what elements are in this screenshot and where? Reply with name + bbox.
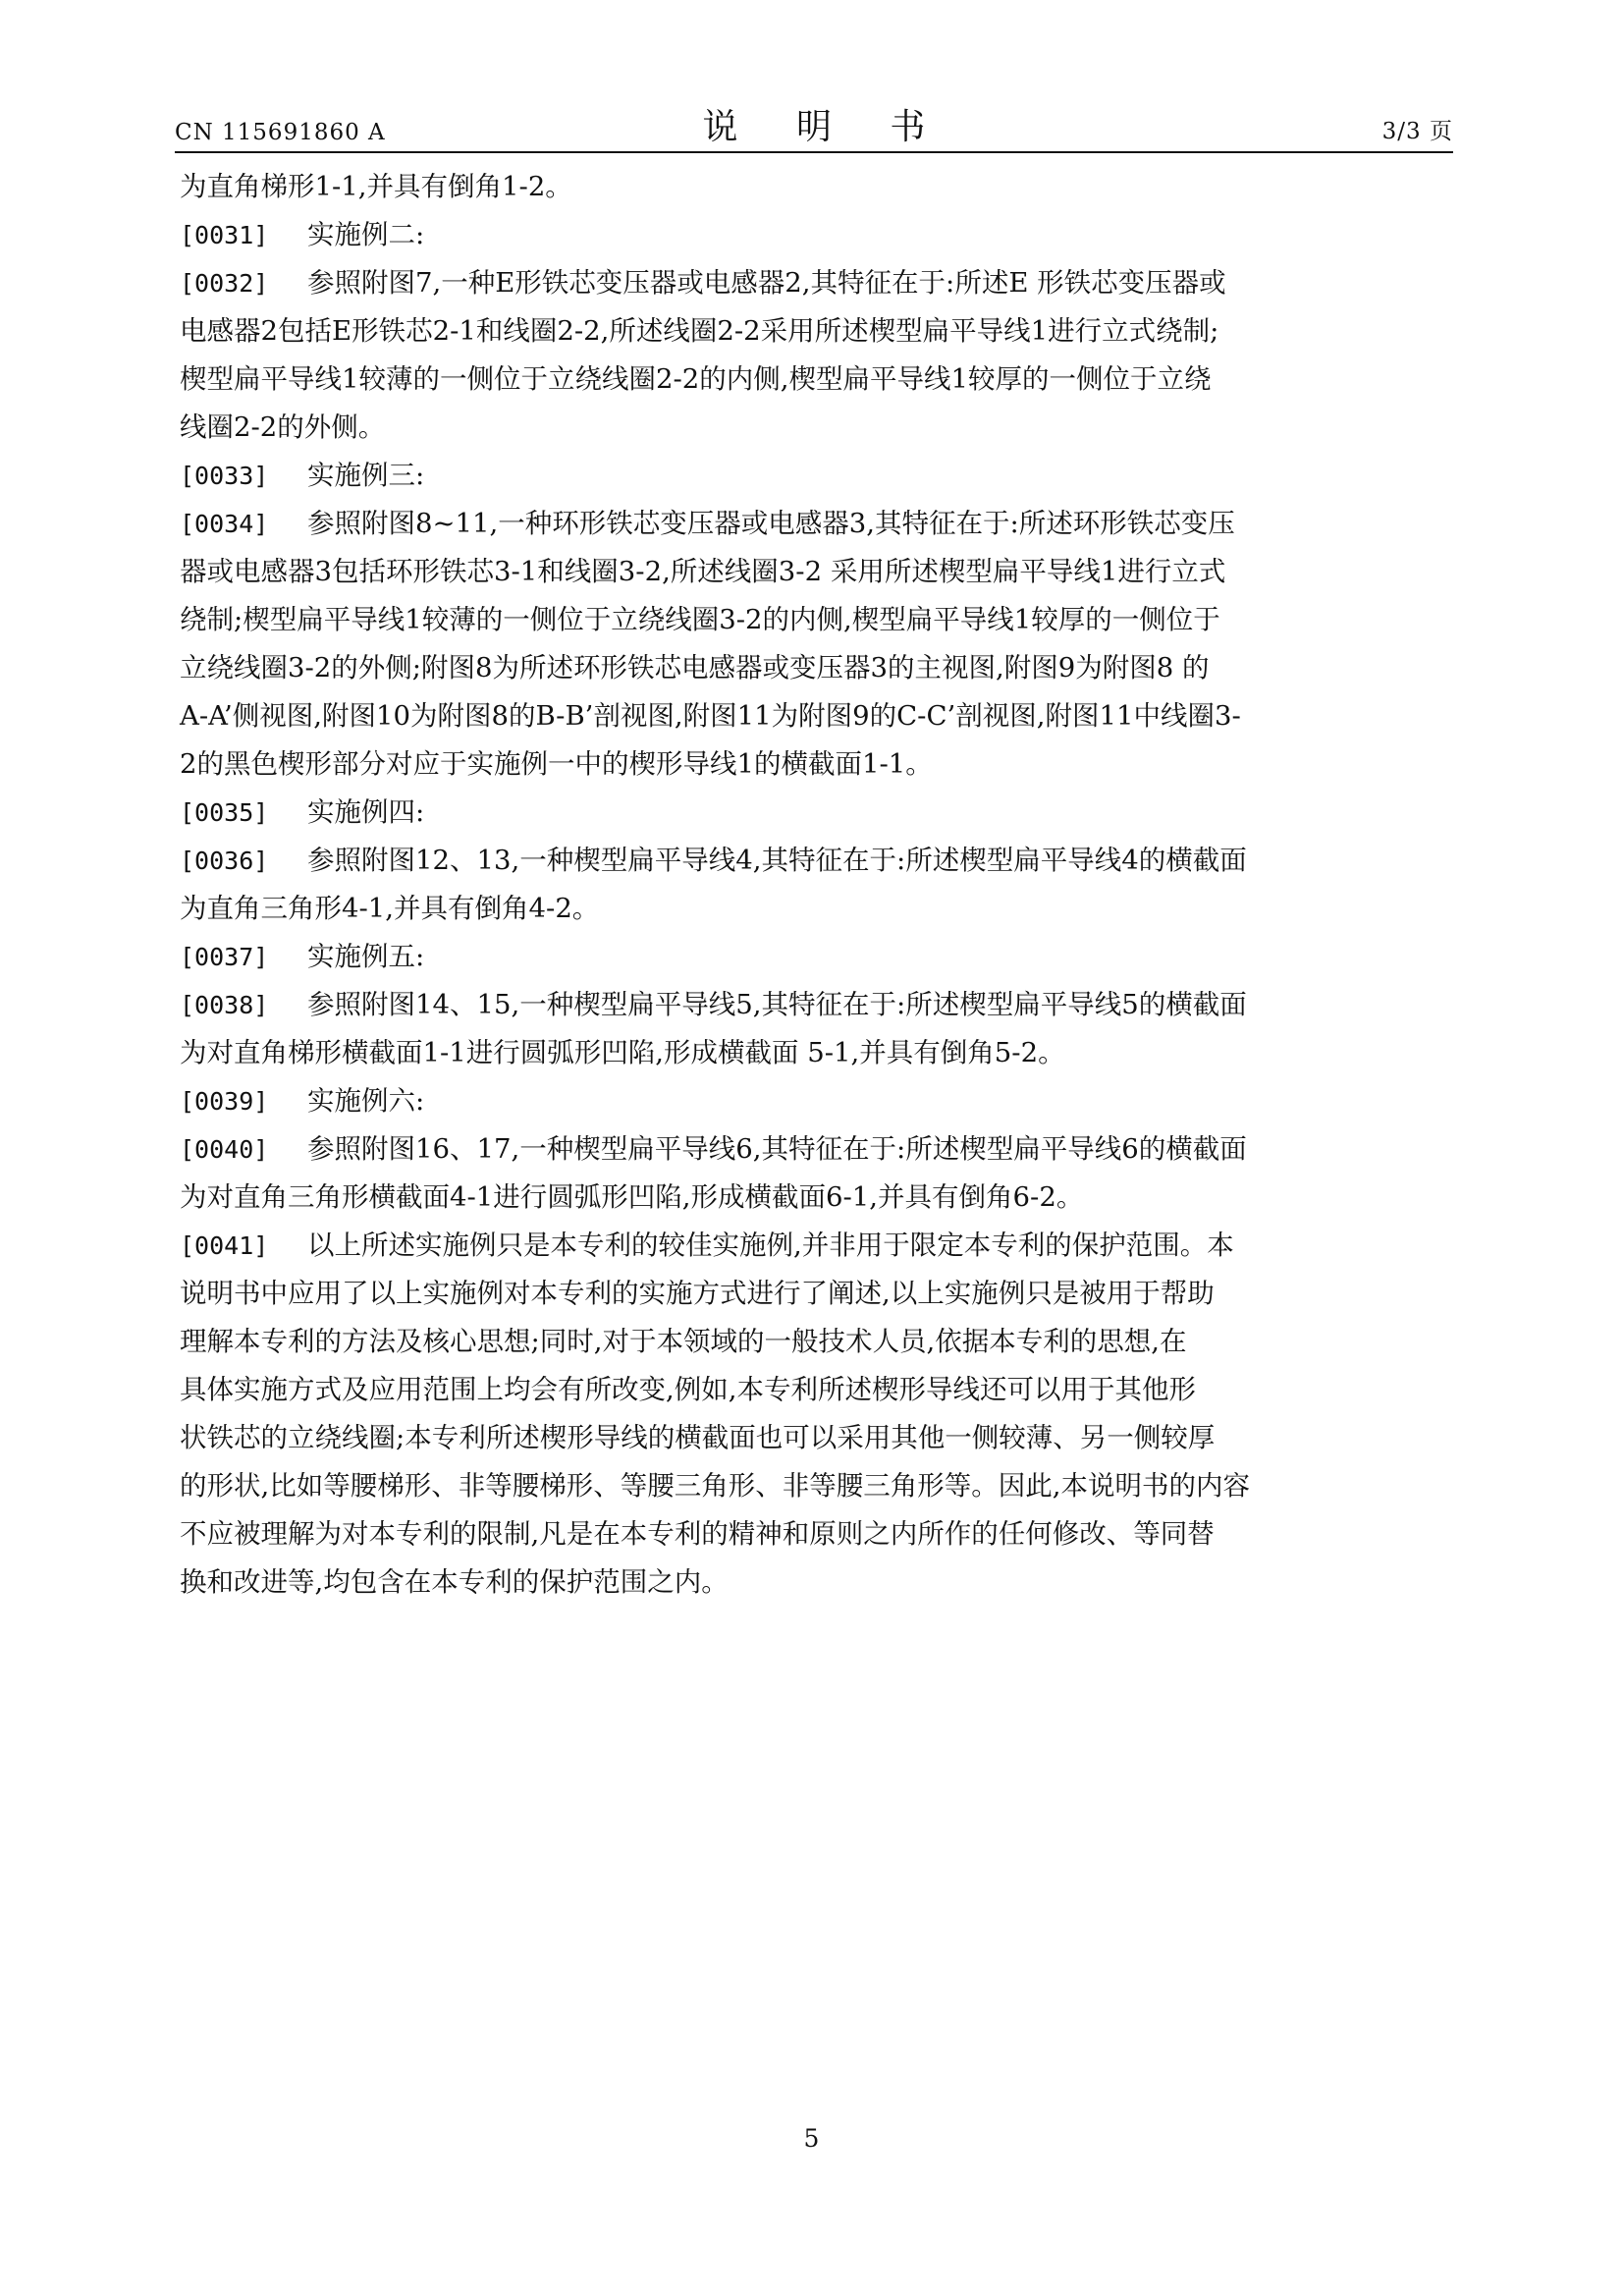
paragraph-text: 参照附图12、13,一种楔型扁平导线4,其特征在于:所述楔型扁平导线4的横截面 — [307, 845, 1247, 876]
paragraph-line — [180, 1414, 1456, 1462]
paragraph-text: 为直角梯形1-1,并具有倒角1-2。 — [180, 171, 572, 202]
paragraph-text: 实施例六: — [307, 1085, 425, 1117]
paragraph-line — [180, 789, 1456, 837]
paragraph-line — [180, 163, 1456, 211]
paragraph-text: 实施例四: — [307, 796, 425, 828]
paragraph-text: 以上所述实施例只是本专利的较佳实施例,并非用于限定本专利的保护范围。本 — [307, 1230, 1234, 1261]
page-number: 5 — [803, 2124, 820, 2153]
paragraph-line — [180, 981, 1456, 1029]
paragraph-text: 的形状,比如等腰梯形、非等腰梯形、等腰三角形、非等腰三角形等。因此,本说明书的内容 — [180, 1470, 1250, 1502]
document-body — [180, 163, 1456, 1607]
paragraph-text: 为直角三角形4-1,并具有倒角4-2。 — [180, 893, 600, 924]
paragraph-line — [180, 1462, 1456, 1510]
paragraph-text: 为对直角梯形横截面1-1进行圆弧形凹陷,形成横截面 5-1,并具有倒角5-2。 — [180, 1037, 1065, 1068]
paragraph-text: 状铁芯的立绕线圈;本专利所述楔形导线的横截面也可以采用其他一侧较薄、另一侧较厚 — [180, 1422, 1216, 1453]
paragraph-line — [180, 548, 1456, 596]
paragraph-line — [180, 452, 1456, 500]
paragraph-text: A-A’侧视图,附图10为附图8的B-B’剖视图,附图11为附图9的C-C’剖视图,附图11中线圈3- — [180, 700, 1241, 732]
paragraph-number: [0038] — [180, 991, 269, 1019]
paragraph-text: 实施例三: — [307, 460, 425, 491]
document-title: 说 明 书 — [702, 107, 949, 147]
paragraph-text: 楔型扁平导线1较薄的一侧位于立绕线圈2-2的内侧,楔型扁平导线1较厚的一侧位于立绕 — [180, 363, 1212, 395]
paragraph-line — [180, 500, 1456, 548]
paragraph-line — [180, 933, 1456, 981]
document-number: CN 115691860 A — [175, 120, 386, 145]
paragraph-number: [0034] — [180, 510, 269, 538]
paragraph-text: 立绕线圈3-2的外侧;附图8为所述环形铁芯电感器或变压器3的主视图,附图9为附图8 的 — [180, 652, 1210, 683]
paragraph-text: 参照附图7,一种E形铁芯变压器或电感器2,其特征在于:所述E 形铁芯变压器或 — [307, 267, 1226, 299]
paragraph-line — [180, 596, 1456, 644]
paragraph-line — [180, 307, 1456, 355]
paragraph-line — [180, 740, 1456, 789]
paragraph-line — [180, 1558, 1456, 1607]
paragraph-line — [180, 404, 1456, 452]
paragraph-text: 器或电感器3包括环形铁芯3-1和线圈3-2,所述线圈3-2 采用所述楔型扁平导线1进行立式 — [180, 556, 1226, 587]
paragraph-number: [0033] — [180, 462, 269, 490]
paragraph-number: [0031] — [180, 221, 269, 249]
paragraph-number: [0039] — [180, 1087, 269, 1116]
paragraph-line — [180, 885, 1456, 933]
paragraph-text: 参照附图8~11,一种环形铁芯变压器或电感器3,其特征在于:所述环形铁芯变压 — [307, 508, 1235, 539]
paragraph-line — [180, 1366, 1456, 1414]
paragraph-line — [180, 259, 1456, 307]
paragraph-text: 2的黑色楔形部分对应于实施例一中的楔形导线1的横截面1-1。 — [180, 748, 933, 780]
paragraph-number: [0040] — [180, 1135, 269, 1164]
paragraph-text: 为对直角三角形横截面4-1进行圆弧形凹陷,形成横截面6-1,并具有倒角6-2。 — [180, 1181, 1084, 1213]
paragraph-text: 参照附图16、17,一种楔型扁平导线6,其特征在于:所述楔型扁平导线6的横截面 — [307, 1133, 1247, 1165]
paragraph-number: [0037] — [180, 943, 269, 971]
paragraph-line — [180, 1222, 1456, 1270]
paragraph-line — [180, 644, 1456, 692]
paragraph-text: 绕制;楔型扁平导线1较薄的一侧位于立绕线圈3-2的内侧,楔型扁平导线1较厚的一侧位于 — [180, 604, 1220, 635]
paragraph-text: 说明书中应用了以上实施例对本专利的实施方式进行了阐述,以上实施例只是被用于帮助 — [180, 1278, 1215, 1309]
paragraph-line — [180, 1125, 1456, 1174]
paragraph-number: [0035] — [180, 798, 269, 827]
header-divider — [175, 151, 1453, 153]
paragraph-line — [180, 692, 1456, 740]
paragraph-text: 参照附图14、15,一种楔型扁平导线5,其特征在于:所述楔型扁平导线5的横截面 — [307, 989, 1247, 1020]
page-info: 3/3 页 — [1381, 119, 1453, 144]
paragraph-text: 理解本专利的方法及核心思想;同时,对于本领域的一般技术人员,依据本专利的思想,在 — [180, 1326, 1187, 1357]
paragraph-line — [180, 1510, 1456, 1558]
paragraph-text: 具体实施方式及应用范围上均会有所改变,例如,本专利所述楔形导线还可以用于其他形 — [180, 1374, 1196, 1405]
paragraph-text: 换和改进等,均包含在本专利的保护范围之内。 — [180, 1566, 729, 1598]
paragraph-line — [180, 1174, 1456, 1222]
paragraph-text: 线圈2-2的外侧。 — [180, 411, 386, 443]
paragraph-text: 实施例五: — [307, 941, 425, 972]
page-header — [175, 98, 1453, 153]
paragraph-number: [0041] — [180, 1231, 269, 1260]
paragraph-text: 不应被理解为对本专利的限制,凡是在本专利的精神和原则之内所作的任何修改、等同替 — [180, 1518, 1215, 1550]
paragraph-line — [180, 1029, 1456, 1077]
paragraph-number: [0032] — [180, 269, 269, 298]
paragraph-line — [180, 355, 1456, 404]
paragraph-text: 电感器2包括E形铁芯2-1和线圈2-2,所述线圈2-2采用所述楔型扁平导线1进行立式绕制; — [180, 315, 1219, 347]
paragraph-line — [180, 1077, 1456, 1125]
paragraph-line — [180, 837, 1456, 885]
paragraph-line — [180, 1270, 1456, 1318]
paragraph-line — [180, 1318, 1456, 1366]
paragraph-number: [0036] — [180, 847, 269, 875]
paragraph-text: 实施例二: — [307, 219, 425, 250]
paragraph-line — [180, 211, 1456, 259]
